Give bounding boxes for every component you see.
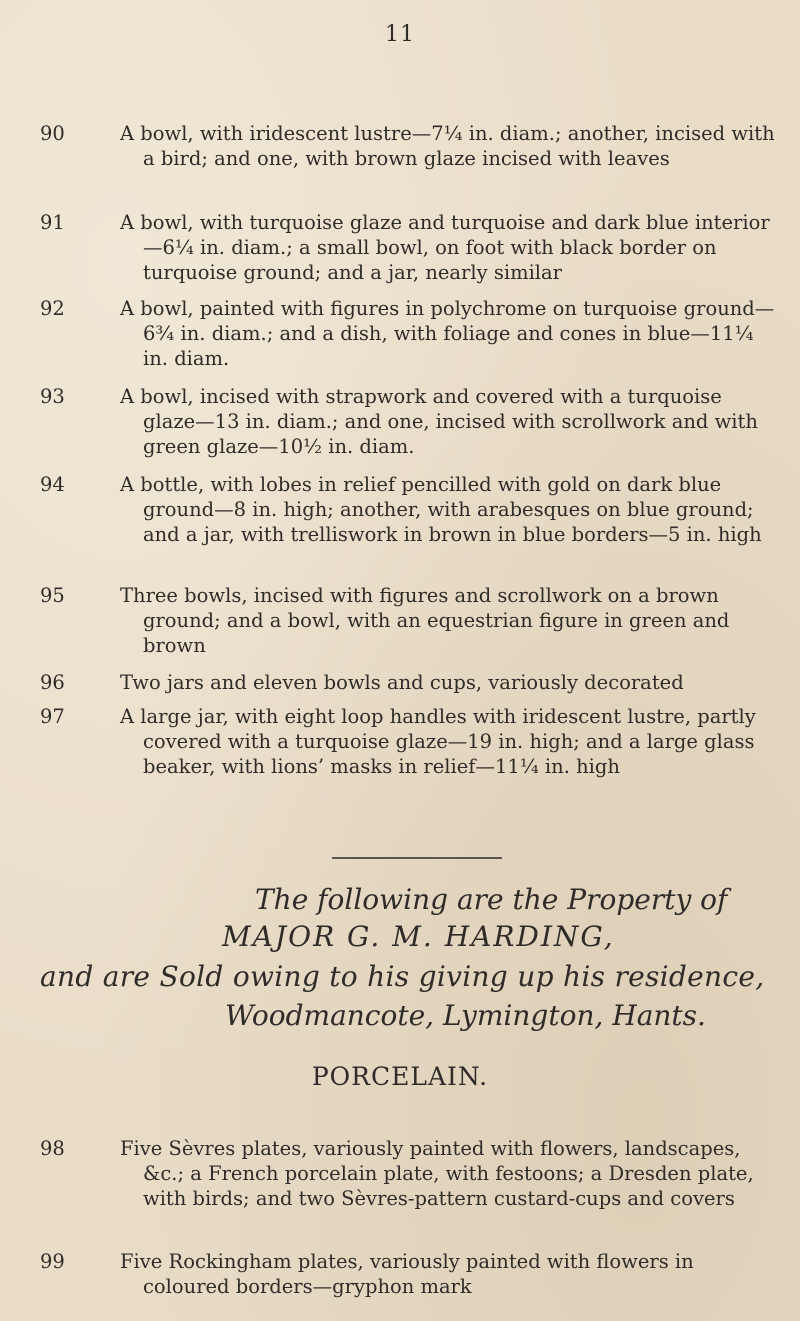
- lot-entry: [40, 704, 780, 779]
- lot-entry: [40, 1136, 780, 1211]
- lot-entry: [40, 1249, 780, 1299]
- lot-description: A large jar, with eight loop handles with iridescent lustre, partly covered with a turquoise glaze—19 in. high; and a large glass beaker, with lions’ masks in relief—11¼ in. high: [120, 705, 756, 778]
- owner-address: Woodmancote, Lymington, Hants.: [225, 999, 706, 1032]
- lot-number: 94: [40, 473, 65, 496]
- lot-description: A bottle, with lobes in relief pencilled with gold on dark blue ground—8 in. high; another, with arabesques on blue ground; and a jar, with trelliswork in brown in blue borders—5 in. high: [120, 473, 762, 546]
- property-notice-line: and are Sold owing to his giving up his residence,: [40, 960, 765, 993]
- lot-description: Three bowls, incised with figures and scrollwork on a brown ground; and a bowl, with an equestrian figure in green and brown: [120, 584, 730, 657]
- lot-description: A bowl, painted with figures in polychrome on turquoise ground—6¾ in. diam.; and a dish, with foliage and cones in blue—11¼ in. diam.: [120, 297, 775, 370]
- lot-entry: [40, 296, 780, 371]
- section-divider: [332, 857, 502, 859]
- lot-entry: [40, 670, 780, 695]
- owner-name: MAJOR G. M. HARDING,: [222, 920, 615, 953]
- lot-description: A bowl, with iridescent lustre—7¼ in. diam.; another, incised with a bird; and one, with brown glaze incised with leaves: [120, 122, 775, 170]
- lot-description: Five Rockingham plates, variously painted with flowers in coloured borders—gryphon mark: [120, 1250, 694, 1298]
- lot-description: A bowl, incised with strapwork and covered with a turquoise glaze—13 in. diam.; and one, incised with scrollwork and with green glaze—10½ in. diam.: [120, 385, 758, 458]
- lot-entry: [40, 472, 780, 547]
- property-notice-line: The following are the Property of: [255, 883, 728, 916]
- page-number: 11: [385, 22, 415, 47]
- lot-number: 95: [40, 584, 65, 607]
- lot-number: 98: [40, 1137, 65, 1160]
- lot-entry: [40, 210, 780, 285]
- lot-description: Five Sèvres plates, variously painted with flowers, landscapes, &c.; a French porcelain plate, with festoons; a Dresden plate, with birds; and two Sèvres-pattern custard-cups and covers: [120, 1137, 754, 1210]
- lot-number: 90: [40, 122, 65, 145]
- lot-number: 93: [40, 385, 65, 408]
- section-heading: PORCELAIN.: [311, 1062, 489, 1091]
- lot-entry: [40, 121, 780, 171]
- lot-entry: [40, 583, 780, 658]
- lot-number: 92: [40, 297, 65, 320]
- lot-number: 99: [40, 1250, 65, 1273]
- lot-number: 97: [40, 705, 65, 728]
- lot-description: Two jars and eleven bowls and cups, variously decorated: [120, 671, 684, 694]
- lot-description: A bowl, with turquoise glaze and turquoise and dark blue interior—6¼ in. diam.; a small bowl, on foot with black border on turquoise ground; and a jar, nearly similar: [120, 211, 770, 284]
- lot-number: 96: [40, 671, 65, 694]
- lot-entry: [40, 384, 780, 459]
- lot-number: 91: [40, 211, 65, 234]
